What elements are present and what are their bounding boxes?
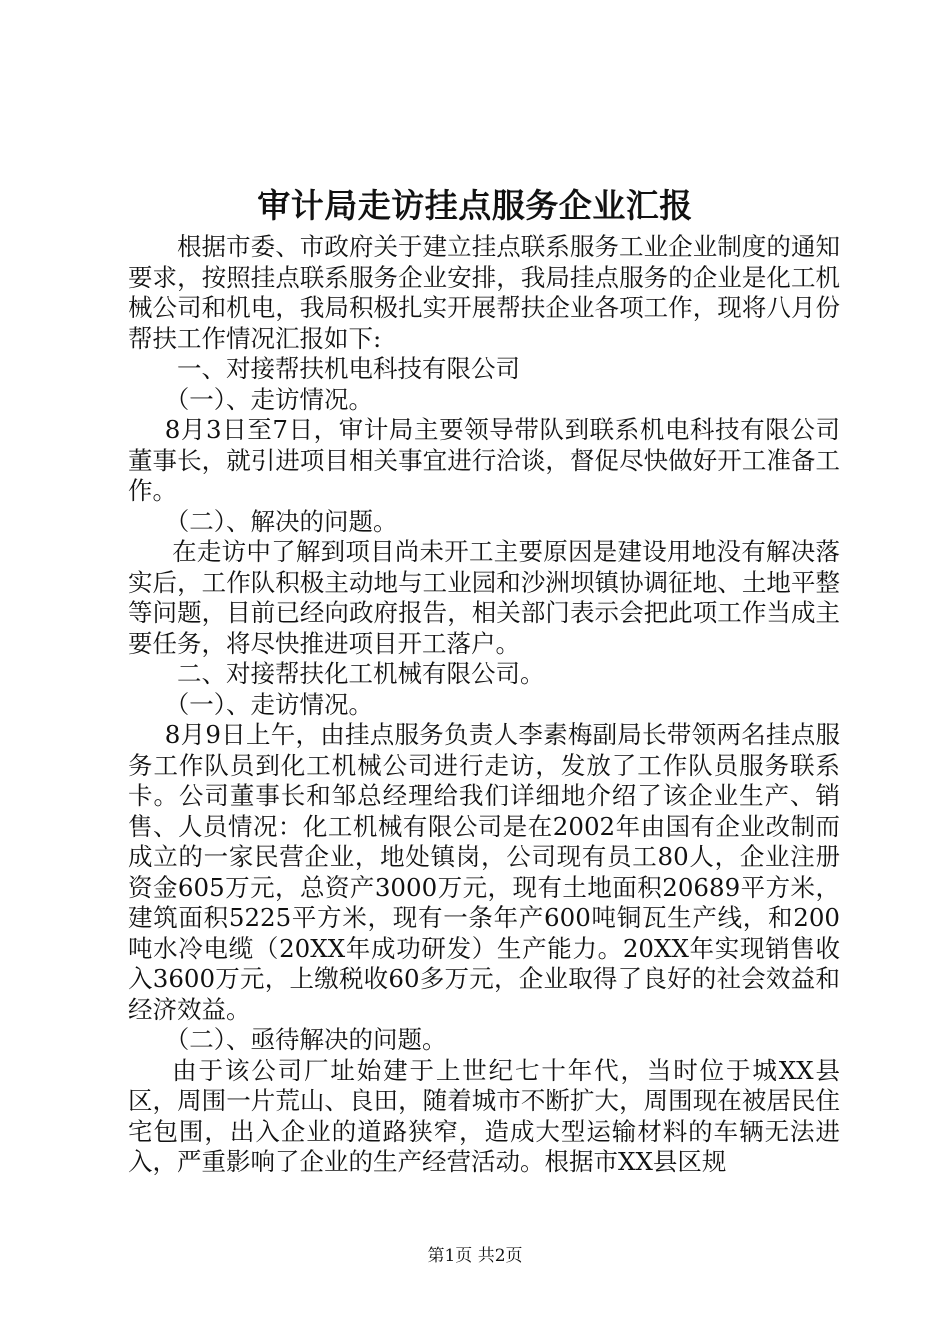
subsection-heading-2-1: （一）、走访情况。 bbox=[164, 689, 373, 719]
body-paragraph-1-1: 8月3日至7日，审计局主要领导带队到联系机电科技有限公司董事长，就引进项目相关事宜进行洽谈，督促尽快做好开工准备工作。 bbox=[128, 415, 840, 505]
document-body bbox=[128, 232, 840, 1178]
subsection-heading-1-2: （二）、解决的问题。 bbox=[164, 506, 398, 536]
document-title: 审计局走访挂点服务企业汇报 bbox=[257, 186, 693, 225]
section-heading-1: 一、对接帮扶机电科技有限公司 bbox=[177, 354, 520, 383]
subsection-heading-1-1: （一）、走访情况。 bbox=[164, 384, 373, 414]
page-number-footer: 第1页 共2页 bbox=[427, 1246, 523, 1266]
body-paragraph-1-2: 在走访中了解到项目尚未开工主要原因是建设用地没有解决落实后，工作队积极主动地与工业园和沙洲坝镇协调征地、土地平整等问题，目前已经向政府报告，相关部门表示会把此项工作当成主要任务，将尽快推进项目开工落户。 bbox=[128, 537, 840, 658]
section-heading-2: 二、对接帮扶化工机械有限公司。 bbox=[177, 659, 545, 688]
intro-paragraph: 根据市委、市政府关于建立挂点联系服务工业企业制度的通知要求，按照挂点联系服务企业安排，我局挂点服务的企业是化工机械公司和机电，我局积极扎实开展帮扶企业各项工作，现将八月份帮扶工作情况汇报如下: bbox=[128, 232, 840, 353]
body-paragraph-2-2: 由于该公司厂址始建于上世纪七十年代，当时位于城XX县区，周围一片荒山、良田，随着城市不断扩大，周围现在被居民住宅包围，出入企业的道路狭窄，造成大型运输材料的车辆无法进入，严重影响了企业的生产经营活动。根据市XX县区规 bbox=[128, 1055, 840, 1176]
subsection-heading-2-2: （二）、亟待解决的问题。 bbox=[164, 1025, 447, 1054]
body-paragraph-2-1: 8月9日上午，由挂点服务负责人李素梅副局长带领两名挂点服务工作队员到化工机械公司进行走访，发放了工作队员服务联系卡。公司董事长和邹总经理给我们详细地介绍了该企业生产、销售、人员情况：化工机械有限公司是在2002年由国有企业改制而成立的一家民营企业，地处镇岗，公司现有员工80人，企业注册资金605万元，总资产3000万元，现有土地面积20689平方米，建筑面积5225平方米，现有一条年产600吨铜瓦生产线，和200吨水冷电缆（20XX年成功研发）生产能力。20XX年实现销售收入3600万元，上缴税收60多万元，企业取得了良好的社会效益和经济效益。 bbox=[128, 720, 840, 1024]
